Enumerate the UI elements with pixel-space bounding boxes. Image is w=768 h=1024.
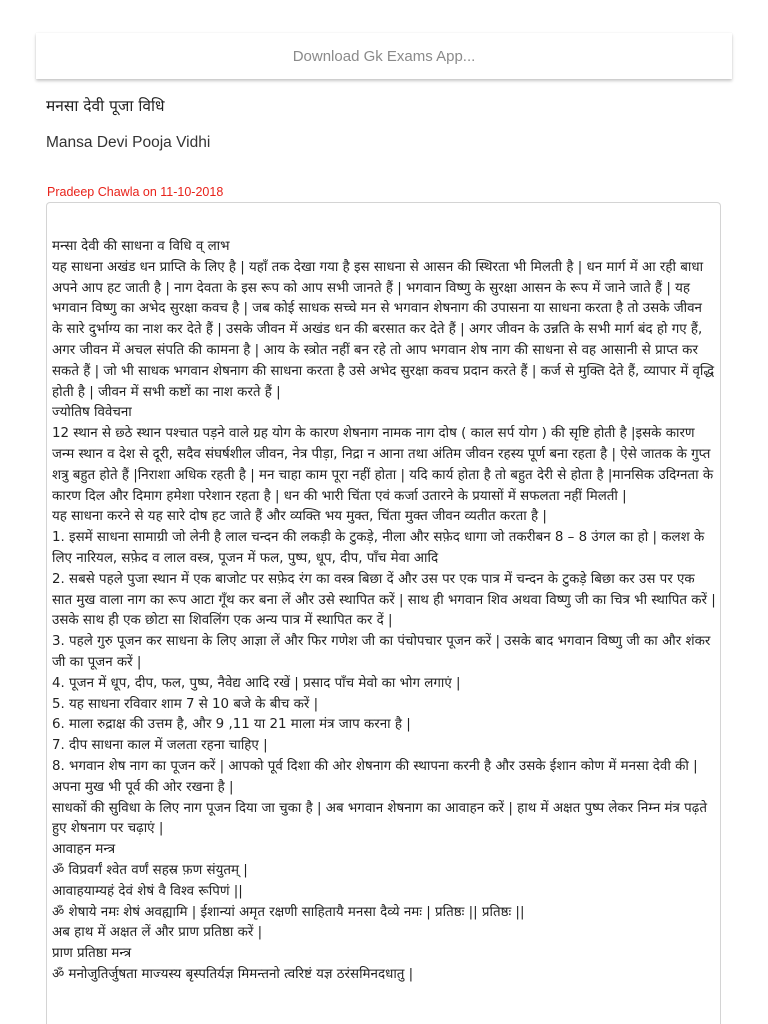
body-line: 12 स्थान से छ्ठे स्थान पश्चात पड़ने वाले ग्रह योग के कारण शेषनाग नामक नाग दोष ( काल सर्प योग ) की सृष्टि होती है |इसके कारण जन्म स्थान व देश से दूरी, सदैव संघर्षशील जीवन, नेत्र पीड़ा, निद्रा न आना तथा अंतिम जीवन रहस्य पूर्ण बना रहता है | ऐसे जातक के गुप्त शत्रु बहुत होते हैं |निराशा अधिक रहती है | मन चाहा काम पूरा नहीं होता | यदि कार्य होता है तो बहुत देरी से होता है |मानसिक उदिग्नता के कारण दिल और दिमाग हमेशा परेशान रहता है | धन की भारी चिंता एवं कर्जा उतारने के प्रयासों में सफलता नहीं मिलती | [52,426,718,504]
body-line: ॐ विप्रवर्गं श्वेत वर्णं सहस्र फ़ण संयुतम् | [52,862,248,878]
body-line: यह साधना करने से यह सारे दोष हट जाते हैं और व्यक्ति भय मुक्त, चिंता मुक्त जीवन व्यतीत करता है | [52,509,547,525]
body-line: 3. पहले गुरु पूजन कर साधना के लिए आज्ञा लें और फिर गणेश जी का पंचोपचार पूजन करें | उसके बाद भगवान विष्णु जी का और शंकर जी का पूजन करें | [52,634,715,670]
body-line: ज्योतिष विवेचना [52,405,132,421]
download-app-link[interactable]: Download Gk Exams App... [292,47,476,65]
body-line: ॐ मनोजुतिर्जुषता माज्यस्य बृस्पतिर्यज्ञ मिमन्तनो त्वरिष्टं यज्ञ ठरंसमिनदधातु | [52,966,414,982]
article-body [46,202,721,1024]
page-subtitle: Mansa Devi Pooja Vidhi [46,134,211,151]
body-line: 1. इसमें साधना सामाग्री जो लेनी है लाल चन्दन की लकड़ी के टुकड़े, नीला और सफ़ेद धागा जो तकरीबन 8 – 8 उंगल का हो | कलश के लिए नारियल, सफ़ेद व लाल वस्त्र, पूजन में फल, पुष्प, धूप, दीप, पाँच मेवा आदि [52,530,709,566]
body-line: 4. पूजन में धूप, दीप, फल, पुष्प, नैवेद्य आदि रखें | प्रसाद पाँच मेवो का भोग लगाएं | [52,675,461,691]
author-byline: Pradeep Chawla on 11-10-2018 [47,185,224,199]
body-line: 6. माला रुद्राक्ष की उत्तम है, और 9 ,11 या 21 माला मंत्र जाप करना है | [52,717,411,733]
body-line: 8. भगवान शेष नाग का पूजन करें | आपको पूर्व दिशा की ओर शेषनाग की स्थापना करनी है और उसके ईशान कोण में मनसा देवी की | अपना मुख भी पूर्व की ओर रखना है | [52,758,702,795]
body-line: 7. दीप साधना काल में जलता रहना चाहिए | [52,738,268,754]
body-line: आवाहन मन्त्र [52,842,116,858]
body-line: मन्सा देवी की साधना व विधि व् लाभ [52,239,230,254]
body-line: ॐ शेषाये नमः शेषं अवह्यामि | ईशान्यां अमृत रक्षणी साहितायै मनसा दैव्ये नमः | प्रतिष्ठः || प्रतिष्ठः || [52,904,525,920]
body-line: 2. सबसे पहले पुजा स्थान में एक बाजोट पर सफ़ेद रंग का वस्त्र बिछा दें और उस पर एक पात्र में चन्दन के टुकड़े बिछा कर उस पर एक सात मुख वाला नाग का रूप आटा गूँथ कर बना लें और उसे स्थापित करें | साथ ही भगवान शिव अथवा विष्णु जी का चित्र भी स्थापित करें | उसके साथ ही एक छोटा सा शिवलिंग एक अन्य पात्र में स्थापित कर दें | [52,571,721,629]
body-line: अब हाथ में अक्षत लें और प्राण प्रतिष्ठा करें | [52,925,263,941]
body-line: यह साधना अखंड धन प्राप्ति के लिए है | यहाँ तक देखा गया है इस साधना से आसन की स्थिरता भी मिलती है | धन मार्ग में आ रही बाधा अपने आप हट जाती है | नाग देवता के इस रूप को आप सभी जानते हैं | भगवान विष्णु के सुरक्षा आसन के रूप में जाने जाते हैं | यह भगवान विष्णु का अभेद सुरक्षा कवच है | जब कोई साधक सच्चे मन से भगवान शेषनाग की उपासना या साधना करता है तो उसके जीवन के सारे दुर्भाग्य का नाश कर देते हैं | उसके जीवन में अखंड धन की बरसात कर देते हैं | अगर जीवन के उन्नति के सभी मार्ग बंद हो गए हैं, अगर जीवन में अचल संपति की कामना है | आय के स्त्रोत नहीं बन रहे तो आप भगवान शेष नाग की साधना से वह आसानी से प्राप्त कर सकते हैं | जो भी साधक भगवान शेषनाग की साधना करता है उसे अभेद सुरक्षा कवच प्रदान करते हैं | कर्ज से मुक्ति देते हैं, व्यापार में वृद्धि होती है | जीवन में सभी कष्टों का नाश करते हैं | [52,259,719,400]
body-line: साधकों की सुविधा के लिए नाग पूजन दिया जा चुका है | अब भगवान शेषनाग का आवाहन करें | हाथ में अक्षत पुष्प लेकर निम्न मंत्र पढ़ते हुए शेषनाग पर चढ़ाएं | [52,800,712,837]
body-line: प्राण प्रतिष्ठा मन्त्र [52,946,132,962]
body-line: आवाहयाम्यहं देवं शेषं वै विश्व रूपिणं || [52,883,243,899]
top-bar [36,33,732,79]
page-title: मनसा देवी पूजा विधि [46,97,165,115]
body-line: 5. यह साधना रविवार शाम 7 से 10 बजे के बीच करें | [52,696,319,712]
